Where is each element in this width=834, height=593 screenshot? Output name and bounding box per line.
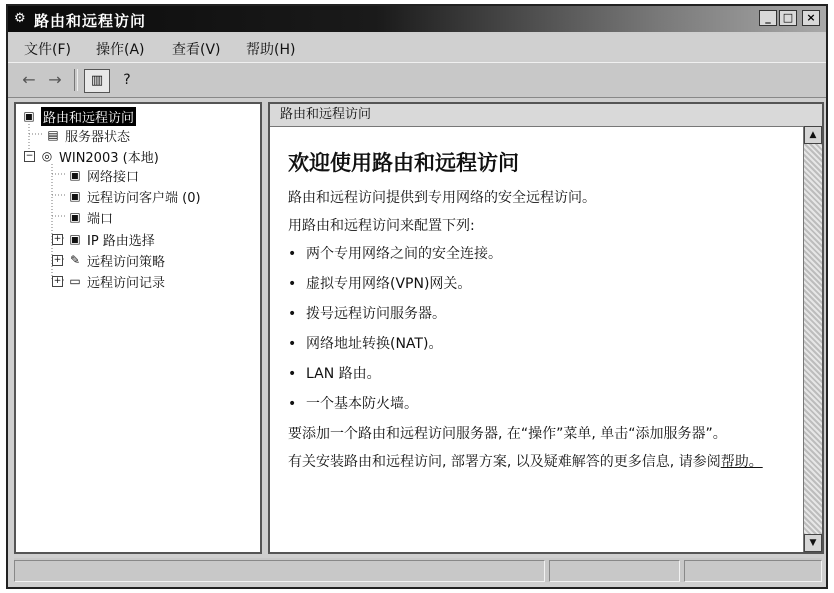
more-info-text [288, 452, 796, 472]
list-item: • 虚拟专用网络(VPN)网关。 [288, 276, 472, 292]
minimize-button[interactable]: _ [759, 10, 777, 26]
add-server-text: 要添加一个路由和远程访问服务器, 在“操作”菜单, 单击“添加服务器”。 [288, 426, 727, 442]
menu-action[interactable]: 操作(A) [96, 42, 145, 58]
window-controls [759, 10, 820, 26]
bullet-text: 拨号远程访问服务器。 [306, 306, 446, 322]
tree-item-label: 端口 [87, 211, 114, 227]
collapse-toggle[interactable]: − [25, 150, 34, 161]
status-cell-main [14, 560, 545, 582]
status-cell-2 [549, 560, 681, 582]
server-node-icon: ◎ [41, 149, 53, 163]
intro-text: 路由和远程访问提供到专用网络的安全远程访问。 [288, 190, 596, 206]
expand-toggle[interactable]: + [53, 254, 62, 265]
tree-item-label: 远程访问记录 [87, 275, 166, 291]
tree-item-ports[interactable] [66, 208, 113, 226]
list-item: • 一个基本防火墙。 [288, 396, 418, 412]
welcome-title: 欢迎使用路由和远程访问 [288, 151, 519, 175]
forward-arrow-icon[interactable]: → [48, 70, 62, 89]
tree-item-routing-remote-access[interactable] [20, 107, 136, 125]
status-cell-3 [684, 560, 822, 582]
scroll-down-icon[interactable]: ▼ [804, 534, 822, 552]
close-button[interactable]: × [802, 10, 820, 26]
menu-view[interactable]: 查看(V) [172, 42, 221, 58]
tree-item-remote-clients[interactable] [66, 187, 201, 205]
bullet-text: LAN 路由。 [306, 366, 381, 382]
bullet-text: 虚拟专用网络(VPN)网关。 [306, 276, 472, 292]
window-title: 路由和远程访问 [34, 12, 147, 30]
list-item: • 拨号远程访问服务器。 [288, 306, 446, 322]
tree-item-server-status[interactable] [44, 126, 130, 144]
toolbar-separator [74, 69, 78, 91]
tree-item-ip-routing[interactable] [52, 230, 155, 248]
server-icon: ▣ [23, 109, 35, 123]
list-item: • 网络地址转换(NAT)。 [288, 336, 443, 352]
status-bar [14, 558, 822, 582]
server-status-icon: ▤ [47, 128, 59, 142]
scroll-up-icon[interactable]: ▲ [804, 126, 822, 144]
tree-item-remote-access-policies[interactable] [52, 251, 165, 269]
tree-item-label: IP 路由选择 [87, 233, 155, 249]
main-window [6, 4, 828, 589]
menu-bar [8, 34, 826, 60]
tree-item-network-interfaces[interactable] [66, 166, 139, 184]
more-info-prefix: 有关安装路由和远程访问, 部署方案, 以及疑难解答的更多信息, 请参阅 [288, 454, 721, 470]
back-arrow-icon[interactable]: ← [22, 70, 36, 89]
details-pane [268, 102, 824, 554]
tree-item-label: 网络接口 [87, 169, 140, 185]
console-tree [14, 102, 262, 554]
app-icon: ⚙ [14, 11, 26, 26]
clients-icon: ▣ [69, 189, 81, 203]
toolbar [8, 62, 826, 98]
menu-file[interactable]: 文件(F) [24, 42, 71, 58]
expand-toggle[interactable]: + [53, 233, 62, 244]
tree-item-server-win2003[interactable] [24, 147, 159, 165]
details-header: 路由和远程访问 [270, 104, 822, 127]
routing-icon: ▣ [69, 232, 81, 246]
bullet-text: 一个基本防火墙。 [306, 396, 418, 412]
policy-icon: ✎ [69, 253, 81, 267]
list-item: • LAN 路由。 [288, 366, 381, 382]
tree-item-label: 远程访问客户端 (0) [87, 190, 201, 206]
show-tree-icon[interactable]: ▥ [84, 69, 110, 93]
expand-toggle[interactable]: + [53, 275, 62, 286]
list-item: • 两个专用网络之间的安全连接。 [288, 246, 502, 262]
folder-icon: ▭ [69, 274, 81, 288]
tree-item-label: 服务器状态 [65, 129, 131, 145]
title-bar[interactable] [8, 6, 826, 32]
config-intro-text: 用路由和远程访问来配置下列: [288, 218, 475, 234]
tree-item-remote-access-logging[interactable] [52, 272, 165, 290]
maximize-button[interactable]: □ [779, 10, 797, 26]
vertical-scrollbar[interactable] [803, 126, 822, 552]
menu-help[interactable]: 帮助(H) [246, 42, 296, 58]
welcome-panel [288, 134, 796, 480]
ports-icon: ▣ [69, 210, 81, 224]
bullet-text: 网络地址转换(NAT)。 [306, 336, 443, 352]
tree-item-label: 远程访问策略 [87, 254, 166, 270]
network-icon: ▣ [69, 168, 81, 182]
bullet-text: 两个专用网络之间的安全连接。 [306, 246, 502, 262]
tree-item-label: 路由和远程访问 [41, 107, 136, 126]
help-icon[interactable]: ? [123, 72, 131, 88]
tree-item-label: WIN2003 (本地) [59, 150, 159, 166]
help-link[interactable]: 帮助。 [720, 454, 763, 470]
